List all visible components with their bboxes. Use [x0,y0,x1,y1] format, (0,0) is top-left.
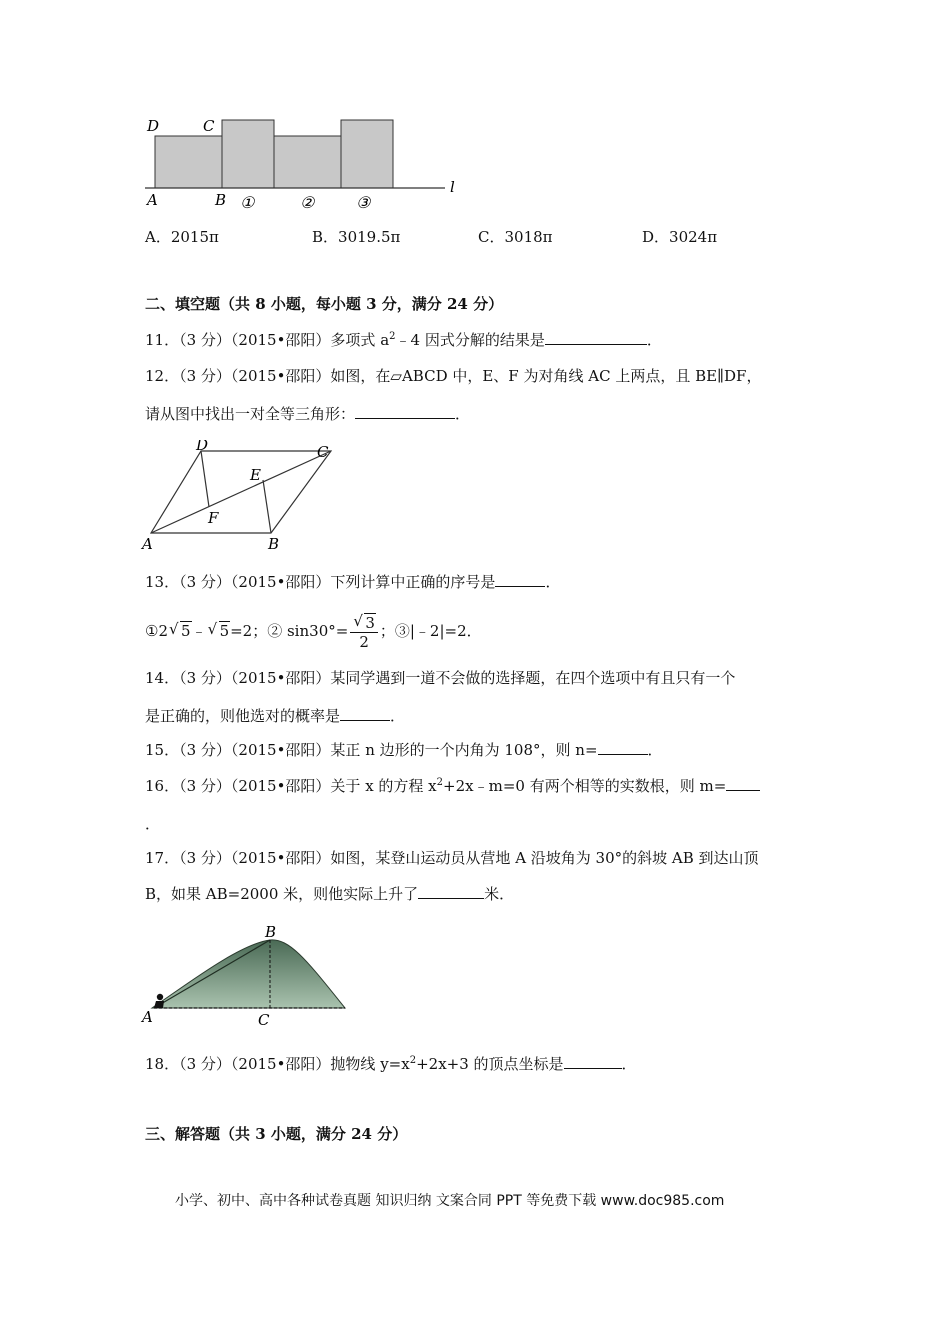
label-b: B [268,535,280,552]
q13-blank [495,572,545,587]
label-b: B [215,191,227,209]
q12-line1: 12．（3 分）（2015•邵阳）如图，在▱ABCD 中，E、F 为对角线 AC 上两点，且 BE∥DF， [145,367,762,385]
label-l: l [450,178,455,196]
q16-blank [726,776,760,791]
q11-end: ． [646,331,662,349]
q12-figure [140,440,340,552]
q12-blank [355,404,455,419]
sqrt-5-b [208,612,231,650]
q16-suffix: +2x﹣m=0 有两个相等的实数根，则 m= [443,777,727,795]
sqrt-3 [353,611,376,632]
radicand: 5 [181,622,191,640]
q17-line1: 17．（3 分）（2015•邵阳）如图，某登山运动员从营地 A 沿坡角为 30°的斜坡 AB 到达山顶 [145,849,759,867]
rect-1 [222,120,274,188]
q15-blank [598,740,648,755]
section2-title: 二、填空题（共 8 小题，每小题 3 分，满分 24 分） [145,295,504,313]
q13-p3: ；③|﹣2|=2． [379,622,482,640]
fraction-sqrt3-over-2 [350,611,378,651]
q15-text: 15．（3 分）（2015•邵阳）某正 n 边形的一个内角为 108°，则 n= [145,741,598,759]
q11-suffix: ﹣4 因式分解的结果是 [395,331,545,349]
section3-title: 三、解答题（共 3 小题，满分 24 分） [145,1125,408,1143]
segment-be [263,480,271,533]
q13-minus: ﹣ [191,622,207,640]
footer-text: 小学、初中、高中各种试卷真题 知识归纳 文案合同 PPT 等免费下载 www.doc985.com [175,1193,725,1209]
q17-blank [418,884,484,899]
label-a: A [142,535,153,552]
q17-line2 [145,884,514,904]
fraction-numerator [350,611,378,633]
radicand: 5 [219,622,230,640]
rect-abcd [155,136,222,188]
label-b: B [265,923,277,941]
q10-option-a: A．2015π [145,228,219,246]
q18-blank [564,1054,622,1069]
q17-line2-text: B，如果 AB=2000 米，则他实际上升了 [145,885,419,903]
sqrt-5-a [169,612,192,650]
q18-sup: 2 [409,1055,417,1066]
q10-option-c: C．3018π [478,228,553,246]
q14-blank [340,706,390,721]
q14-line2-text: 是正确的，则他选对的概率是 [145,707,341,725]
q12-line2-text: 请从图中找出一对全等三角形： [145,405,356,423]
rect-3 [341,120,393,188]
q13-p1: ①2 [145,622,168,640]
rect-2 [274,136,341,188]
label-d: D [196,440,209,454]
q15 [145,740,663,760]
label-c: C [317,443,329,461]
q11 [145,330,662,350]
q13-p2: =2；② sin30°= [230,622,349,640]
label-f: F [208,509,219,527]
segment-df [201,451,209,507]
label-d: D [147,117,160,135]
q14-line2 [145,706,405,726]
label-e: E [250,466,261,484]
q18-suffix: +2x+3 的顶点坐标是 [416,1055,564,1073]
q18-prefix: 18．（3 分）（2015•邵阳）抛物线 y=x [145,1055,410,1073]
q10-option-d: D．3024π [642,228,718,246]
q18-end: ． [621,1055,637,1073]
radical-icon: √ [169,620,179,638]
q12-line2 [145,404,470,424]
mountain-shape [152,940,345,1008]
q12-end: ． [455,405,471,423]
q15-end: ． [647,741,663,759]
q16-sup: 2 [436,777,444,788]
label-circle-2: ② [300,193,315,212]
radical-icon: √ [353,611,363,630]
q14-line1: 14．（3 分）（2015•邵阳）某同学遇到一道不会做的选择题，在四个选项中有且只有一个 [145,669,736,687]
label-c: C [203,117,215,135]
q14-end: ． [390,707,406,725]
label-circle-1: ① [240,193,255,212]
q13-end: ． [545,573,561,591]
diagonal-ac [151,451,331,533]
fraction-denominator: 2 [359,632,369,651]
q11-blank [545,330,647,345]
label-a: A [147,191,158,209]
label-circle-3: ③ [356,193,371,212]
q17-end: 米． [484,885,515,903]
q18 [145,1054,637,1074]
q16-prefix: 16．（3 分）（2015•邵阳）关于 x 的方程 x [145,777,437,795]
label-a: A [142,1008,153,1026]
q10-figure [140,112,470,214]
q17-figure [140,922,355,1032]
label-c: C [258,1011,270,1029]
q13-text: 13．（3 分）（2015•邵阳）下列计算中正确的序号是 [145,573,496,591]
q16-line2: ． [145,815,161,833]
q13-line1 [145,572,560,592]
q16-line1 [145,776,760,796]
radicand: 3 [365,613,375,632]
q10-option-b: B．3019.5π [312,228,401,246]
q13-line2 [145,612,482,651]
radical-icon: √ [207,620,218,638]
q11-sup: 2 [389,331,396,342]
q11-prefix: 11．（3 分）（2015•邵阳）多项式 a [145,331,390,349]
